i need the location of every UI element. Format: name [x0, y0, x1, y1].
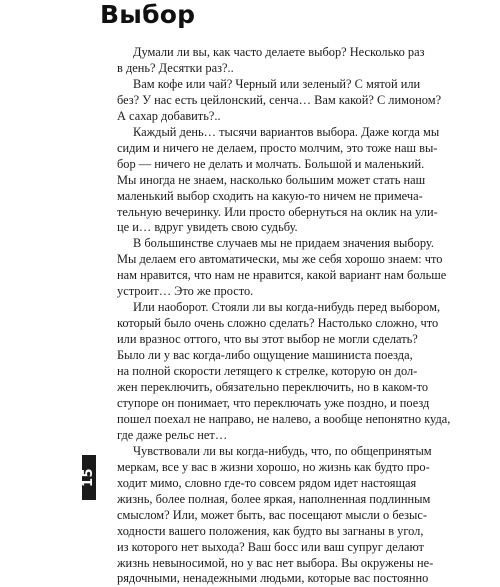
text-line: меркам, все у вас в жизни хорошо, но жизнь как будто про- — [117, 459, 430, 474]
text-line: жен переключить, обязательно переключить, но в каком-то — [117, 380, 429, 395]
text-line: который было очень сложно сделать? Настолько сложно, что — [117, 316, 439, 331]
page-number-container — [82, 455, 96, 500]
text-line: ходности вашего положения, как будто вы загнаны в угол, — [117, 523, 424, 538]
text-line: без? У нас есть цейлонский, сенча… Вам какой? С лимоном? — [117, 92, 442, 107]
text-line: пошел поехал не направо, не налево, а вообще непонятно куда, — [117, 411, 451, 426]
text-line: Или наоборот. Стояли ли вы когда-нибудь перед выбором, — [133, 300, 441, 315]
text-line: Чувствовали ли вы когда-нибудь, что, по общепринятым — [133, 443, 432, 458]
text-line: или вразнос оттого, что вы этот выбор не могли сделать? — [117, 332, 418, 347]
text-line: жизнь невыносимой, но у вас нет выбора. Вы окружены не- — [117, 555, 434, 570]
paragraph — [117, 236, 447, 300]
text-line: Думали ли вы, как часто делаете выбор? Несколько раз — [133, 45, 425, 59]
text-line: ступоре он понимает, что переключать уже поздно, и поезд — [117, 395, 430, 410]
text-line: ходит мимо, словно где-то совсем рядом идет настоящая — [117, 475, 417, 490]
text-line: где даже рельс нет… — [117, 427, 228, 442]
text-line: нам нравится, что нам не нравится, какой вариант нам больше — [117, 268, 447, 283]
text-line: Каждый день… тысячи вариантов выбора. Даже когда мы — [133, 124, 440, 139]
text-line: Было ли у вас когда-либо ощущение машиниста поезда, — [117, 348, 413, 363]
paragraph — [117, 45, 425, 77]
text-line: тельную вечеринку. Или просто обернуться на оклик на ули- — [117, 204, 438, 219]
text-line: А сахар добавить?.. — [117, 108, 221, 123]
text-line: сидим и ничего не делаем, просто молчим, это тоже наш вы- — [117, 140, 438, 155]
text-line: в день? Десятки раз?.. — [117, 60, 234, 75]
paragraph — [117, 300, 451, 444]
body-text — [117, 45, 451, 587]
text-line: Мы иногда не знаем, насколько большим может стать наш — [117, 172, 426, 187]
text-line: Вам кофе или чай? Черный или зеленый? С мятой или — [133, 76, 421, 91]
chapter-title: Выбор — [100, 0, 196, 29]
text-line: из которого нет выхода? Ваш босс или ваш супруг делают — [117, 539, 424, 554]
text-line: смыслом? Или, может быть, вас посещают мысли о безыс- — [117, 507, 427, 522]
text-line: В большинстве случаев мы не придаем значения выбору. — [133, 236, 434, 251]
page-number: 15 — [81, 467, 97, 488]
text-line: маленький выбор сходить на какую-то ничем не примеча- — [117, 188, 423, 203]
text-line: це и… вдруг увидеть свою судьбу. — [117, 220, 298, 235]
text-line: устроит… Это же просто. — [117, 284, 254, 299]
paragraph — [117, 443, 434, 587]
text-line: Мы делаем его автоматически, мы же себя хорошо знаем: что — [117, 252, 443, 267]
text-line: бор — ничего не делать и молчать. Большой и маленький. — [117, 156, 425, 171]
text-line: рядочными, ненадежными людьми, которые вас постоянно — [117, 571, 429, 586]
paragraph — [117, 76, 442, 125]
paragraph — [117, 124, 440, 237]
text-line: жизнь, более полная, более яркая, наполненная подлинным — [117, 491, 431, 506]
text-line: на полной скорости летящего к стрелке, которую он дол- — [117, 364, 418, 379]
